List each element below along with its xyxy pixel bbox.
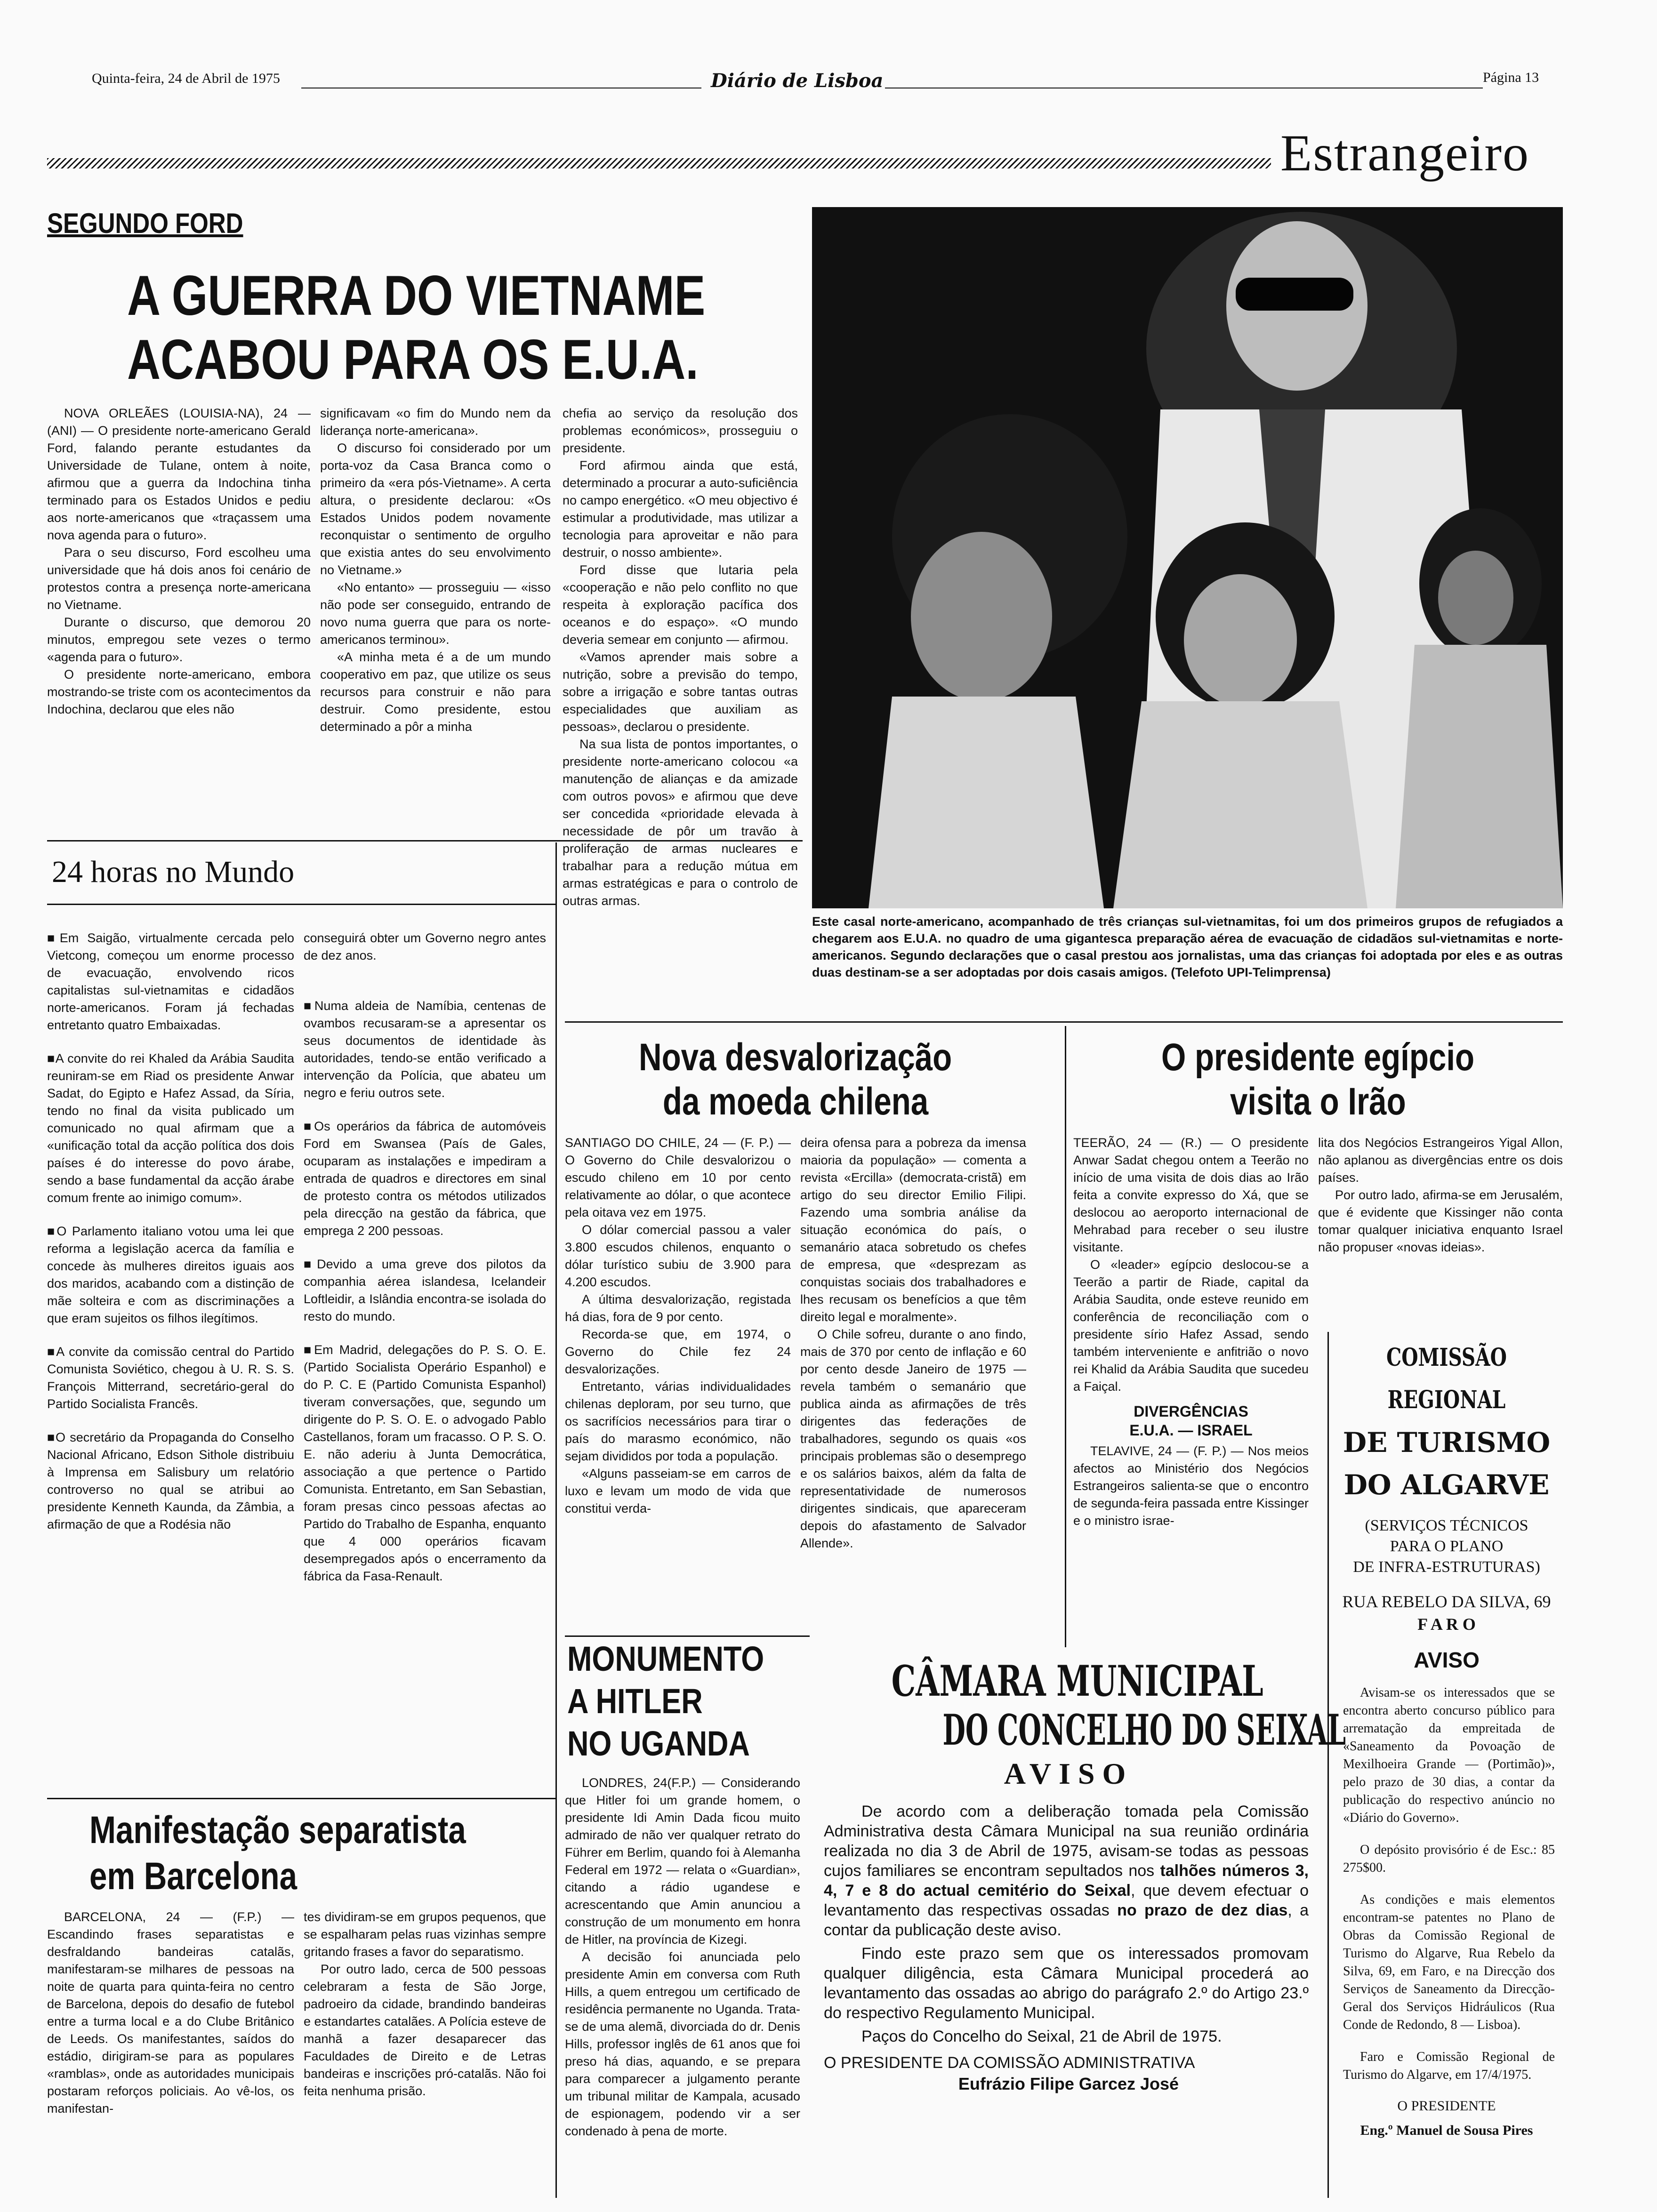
algarve-paragraph: O depósito provisório é de Esc.: 85 275$00. [1343,1843,1555,1875]
chile-paragraph: SANTIAGO DO CHILE, 24 — (F. P.) — O Governo do Chile desvalorizou o escudo chileno em 10 por cento relativamente ao dólar, o que acontece pela oitava vez em 1975. [565,1136,791,1219]
page-date: Quinta-feira, 24 de Abril de 1975 [92,71,280,86]
section-title: Estrangeiro [1280,124,1530,182]
seixal-title-line1: CÂMARA MUNICIPAL [891,1656,1263,1706]
photo-figures [812,207,1563,908]
brief-item: ■ Os operários da fábrica de automóveis Ford em Swansea (País de Gales, ocuparam as instalações e impediram a entrada de quadros e directores em sinal de protesto contra os métodos utilizados pela direcção na gestão da fábrica, que emprega 2 200 pessoas. [304,1118,546,1240]
seixal-notice: AVISO [1004,1757,1134,1790]
hitler-headline [567,1638,764,1765]
seixal-paragraph-1 [824,1802,1309,1940]
barcelona-column-1 [47,1908,294,2117]
lead-paragraph: Ford disse que lutaria pela «cooperação e não pelo conflito no que respeita à exploração pacífica dos oceanos e do espaço». «O mundo deveria semear em conjunto — afirmou. [563,563,798,647]
hitler-paragraph: LONDRES, 24(F.P.) — Considerando que Hitler foi um grande homem, o presidente Idi Amin Dada ficou muito admirado de não ver qualquer retrato do Führer em Berlim, quando foi à Alemanha Federal em 1972 — relata o «Guardian», citando a rádio ugandese e acrescentando que Amin anunciou a construção de um monumento em honra de Hitler, na província de Kizegi. [565,1776,800,1947]
barcelona-paragraph: tes dividiram-se em grupos pequenos, que se espalharam pelas ruas vizinhas sempre gritando frases a favor do separatismo. [304,1910,546,1959]
lead-headline [127,264,705,392]
egypt-paragraph: lita dos Negócios Estrangeiros Yigal Allon, não aplanou as divergências entre os dois países. [1318,1136,1563,1185]
lead-paragraph: significavam «o fim do Mundo nem da liderança norte-americana». [320,406,551,438]
hitler-headline-line3: NO UGANDA [567,1724,750,1763]
rule-under-lead [47,840,803,842]
rule-above-barcelona [47,1798,555,1799]
newspaper-name: Diário de Lisboa [711,70,884,92]
algarve-subtitle-line2: PARA O PLANO [1390,1538,1504,1555]
algarve-ad [1327,1332,1564,2198]
lead-column-1 [47,405,311,718]
algarve-subtitle-line3: DE INFRA-ESTRUTURAS) [1353,1558,1540,1576]
brief-item: ■ O secretário da Propaganda do Conselho Nacional Africano, Edson Sithole distribuiu à Imprensa em Salisbury um relatório controverso no qual se atribui ao presidente Kenneth Kaunda, da Zâmbia, a afirmação de que a Rodésia não [47,1429,294,1533]
briefs-title: 24 horas no Mundo [52,855,295,889]
brief-item: ■ A convite do rei Khaled da Arábia Saudita reuniram-se em Riad os presidente Anwar Sadat, do Egipto e Hafez Assad, da Síria, tendo no final da visita publicado um comunicado no qual afirmam que a «unificação total da acção política dos dois países é do interesse do povo árabe, sendo a base fundamental da acção árabe comum frente ao inimigo comum». [47,1050,294,1207]
seixal-ad [819,1656,1346,2198]
egypt-subhead [1073,1402,1309,1440]
barcelona-headline [89,1807,466,1899]
brief-item: ■ Em Saigão, virtualmente cercada pelo Vietcong, começou um enorme processo de evacuação, envolvendo ricos capitalistas sul-vietnamitas e cidadãos norte-americanos. Foram já fechadas entretanto quatro Embaixadas. [47,930,294,1034]
lead-paragraph: Na sua lista de pontos importantes, o presidente norte-americano colocou «a manutenção de alianças e da amizade com outros povos» e afirmou que deve ser concedida «prioridade elevada à necessidade de pôr um travão à proliferação de armas nucleares e trabalhar para a redução mútua em armas estratégicas e para o controlo de outras armas. [563,737,798,908]
brief-item: ■ Numa aldeia de Namíbia, centenas de ovambos recusaram-se a apresentar os seus documentos de identidade às autoridades, tendo-se então verificado a intervenção da Polícia, que abateu um negro e feriu outros sete. [304,997,546,1102]
chile-headline [565,1035,1026,1124]
egypt-headline-line2: visita o Irão [1230,1080,1406,1123]
rule-under-briefs-title [47,904,555,905]
seixal-signature: Eufrázio Filipe Garcez José [958,2074,1179,2093]
lead-headline-line2: ACABOU PARA OS E.U.A. [127,328,699,391]
egypt-column-2 [1318,1134,1563,1256]
barcelona-column-2 [304,1908,546,2100]
rule-above-hitler [565,1635,810,1637]
lead-headline-line1: A GUERRA DO VIETNAME [127,264,706,327]
seixal-text-bold: no prazo de dez dias [1117,1901,1288,1919]
egypt-subhead-line1: DIVERGÊNCIAS [1134,1403,1248,1420]
chile-paragraph: Entretanto, várias individualidades chilenas deploram, por seu turno, que os sacrifícios necessários para tirar o país do marasmo económico, não sejam divididos por toda a população. [565,1379,791,1463]
news-photo [812,207,1563,908]
algarve-signoff: O PRESIDENTE [1397,2098,1496,2114]
rule-under-caption [565,1021,1563,1023]
algarve-title-line2: DE TURISMO [1343,1427,1551,1459]
egypt-subhead-line2: E.U.A. — ISRAEL [1129,1422,1253,1439]
lead-paragraph: Ford afirmou ainda que está, determinado a procurar a auto-suficiência no campo energético. «O meu objectivo é estimular a produtividade, mas utilizar a tecnologia para aproveitar e não para destruir, o nosso ambiente». [563,458,798,560]
seixal-body [824,1802,1309,2046]
seixal-text: , que devem efectuar o levantamento das respectivas ossadas [824,1882,1309,1919]
chile-column-2 [800,1134,1026,1552]
brief-continuation: conseguirá obter um Governo negro antes de dez anos. [304,931,546,962]
hitler-paragraph: A decisão foi anunciada pelo presidente Amin em conversa com Ruth Hills, a quem entregou um certificado de residência permanente no Uganda. Trata-se de uma alemã, divorciada do dr. Denis Hills, professor inglês de 61 anos que foi preso há dias, aquando, e se prepara para comparecer a julgamento perante um tribunal militar de Kampala, acusado de espionagem, podendo vir a ser condenado à pena de morte. [565,1950,800,2138]
algarve-city: F A R O [1417,1615,1476,1634]
egypt-paragraph: TELAVIVE, 24 — (F. P.) — Nos meios afectos ao Ministério dos Negócios Estrangeiros salienta-se que o encontro de segunda-feira passada entre Kissinger e o ministro israe- [1073,1444,1309,1528]
seixal-text: , a contar da publicação deste aviso. [824,1901,1309,1939]
seixal-title [819,1656,1346,1755]
seixal-text: De acordo com a deliberação tomada pela Comissão Administrativa desta Câmara Municipal na sua reunião ordinária realizada no dia 3 de Abril de 1975, avisam-se todas as pessoas cujos familiares se encontram sepultados nos [824,1803,1309,1880]
chile-paragraph: O dólar comercial passou a valer 3.800 escudos chilenos, enquanto o dólar turístico subiu de 3.900 para 4.200 escudos. [565,1223,791,1289]
briefs-column-2 [304,930,546,1601]
briefs-column-1 [47,930,294,1549]
lead-paragraph: NOVA ORLEÃES (LOUISIA-NA), 24 — (ANI) — O presidente norte-americano Gerald Ford, falando perante estudantes da Universidade de Tulane, ontem à noite, afirmou que a guerra da Indochina tinha terminado para os Estados Unidos e pediu aos norte-americanos que «traçassem uma nova agenda para o futuro». [47,406,311,542]
barcelona-paragraph: Por outro lado, cerca de 500 pessoas celebraram a festa de São Jorge, padroeiro da cidade, brandindo bandeiras e estandartes catalães. A Polícia esteve de manhã a fazer desaparecer das Faculdades de Direito e de Letras bandeiras e inscrições pró-catalãs. Não foi feita nenhuma prisão. [304,1962,546,2098]
lead-paragraph: «No entanto» — prosseguiu — «isso não pode ser conseguido, entrando de novo numa guerra que para os norte-americanos terminou». [320,580,551,647]
lead-kicker: SEGUNDO FORD [47,208,243,239]
brief-item: ■ O Parlamento italiano votou uma lei que reforma a legislação acerca da família e concede às mulheres direitos iguais aos dos maridos, acabando com a distinção de mãe solteira e com as discriminações a que eram sujeitos os filhos ilegítimos. [47,1223,294,1327]
algarve-paragraph: As condições e mais elementos encontram-se patentes no Plano de Obras da Comissão Regional de Turismo do Algarve, Rua Rebelo da Silva, 69, em Faro, e na Direcção dos Serviços de Saneamento da Direcção-Geral dos Serviços Hidráulicos (Rua Conde de Redondo, 8 — Lisboa). [1343,1892,1555,2032]
algarve-notice: AVISO [1414,1648,1480,1672]
hitler-headline-line1: MONUMENTO [567,1639,764,1678]
chile-paragraph: A última desvalorização, registada há dias, fora de 9 por cento. [565,1292,791,1324]
briefs-column-2-items [304,997,546,1585]
algarve-title-line1: COMISSÃO REGIONAL [1386,1343,1507,1414]
chile-column-1 [565,1134,791,1517]
seixal-signoff: O PRESIDENTE DA COMISSÃO ADMINISTRATIVA [824,2054,1195,2072]
lead-column-2 [320,405,551,736]
algarve-signature: Eng.º Manuel de Sousa Pires [1360,2123,1533,2138]
rule-vertical-briefs [555,842,557,2198]
brief-item: ■ Devido a uma greve dos pilotos da companhia aérea islandesa, Icelandeir Loftleidir, a Islândia encontra-se isolada do resto do mundo. [304,1256,546,1325]
seixal-title-line2: DO CONCELHO DO SEIXAL [942,1705,1346,1755]
lead-paragraph: «Vamos aprender mais sobre a nutrição, sobre a previsão do tempo, sobre a irrigação e sobre tantas outras especialidades que auxiliam as pessoas», declarou o presidente. [563,650,798,734]
barcelona-headline-line1: Manifestação separatista [89,1809,466,1851]
egypt-column-1 [1073,1134,1309,1530]
lead-paragraph: Para o seu discurso, Ford escolheu uma universidade que há dois anos foi cenário de protestos contra a presença norte-americana no Vietname. [47,545,311,612]
algarve-address: RUA REBELO DA SILVA, 69 [1342,1592,1551,1611]
hitler-headline-line2: A HITLER [567,1682,703,1721]
page-number: Página 13 [1483,70,1539,85]
algarve-title-line3: DO ALGARVE [1343,1469,1550,1501]
chile-headline-line2: da moeda chilena [662,1080,929,1123]
lead-paragraph: O presidente norte-americano, embora mostrando-se triste com os acontecimentos da Indochina, declarou que eles não [47,667,311,716]
algarve-paragraph: Avisam-se os interessados que se encontra aberto concurso público para arrematação da empreitada de «Saneamento da Povoação de Mexilhoeira Grande — (Portimão)», pelo prazo de 30 dias, a contar da publicação do respectivo anúncio no «Diário do Governo». [1343,1685,1555,1825]
lead-column-3 [563,405,798,910]
chile-paragraph: Recorda-se que, em 1974, o Governo do Chile fez 24 desvalorizações. [565,1327,791,1376]
brief-item: ■ Em Madrid, delegações do P. S. O. E. (Partido Socialista Operário Espanhol) e do P. C. E (Partido Comunista Espanhol) tiveram conversações, que, segundo um dirigente do P. S. O. E. o advogado Pablo Castellanos, foram um fracasso. O P. S. O. E. não aderiu à Junta Democrática, associação a que pertence o Partido Comunista. Entretanto, em San Sebastian, foram presas cinco pessoas afectas ao Partido do Trabalho de Espanha, enquanto que 4 000 operários ficavam desempregados após o encerramento da fábrica da Fasa-Renault. [304,1341,546,1585]
lead-paragraph: «A minha meta é a de um mundo cooperativo em paz, que utilize os seus recursos para construir e não para destruir. Como presidente, estou determinado a pôr a minha [320,650,551,734]
brief-item: ■ A convite da comissão central do Partido Comunista Soviético, chegou à U. R. S. S. François Mitterrand, secretário-geral do Partido Socialista Francês. [47,1343,294,1413]
barcelona-headline-line2: em Barcelona [89,1855,298,1898]
rule-vertical-chile-egypt [1065,1026,1066,1647]
algarve-subtitle-line1: (SERVIÇOS TÉCNICOS [1365,1517,1528,1534]
barcelona-paragraph: BARCELONA, 24 — (F.P.) — Escandindo frases separatistas e desfraldando bandeiras catalãs, manifestaram-se milhares de pessoas na noite de quarta para quinta-feira no centro de Barcelona, depois do desafio de futebol entre a turma local e a do Clube Britânico de Leeds. Os manifestantes, saídos do estádio, dirigiram-se para as populares «ramblas», onde as autoridades municipais postaram reforços policiais. Ao vê-los, os manifestan- [47,1910,294,2116]
lead-paragraph: Durante o discurso, que demorou 20 minutos, empregou sete vezes o termo «agenda para o futuro». [47,615,311,664]
egypt-headline-line1: O presidente egípcio [1161,1036,1475,1079]
chile-paragraph: deira ofensa para a pobreza da imensa maioria da população» — comenta a revista «Ercilla» (democrata-cristã) em artigo do seu director Emilio Filipi. Fazendo uma sombria análise da situação económica do país, o semanário ataca sobretudo os chefes de empresa, que «desprezam as conquistas sociais dos trabalhadores e lhes recusam os benefícios a que têm direito legal e moralmente». [800,1136,1026,1324]
lead-paragraph: O discurso foi considerado por um porta-voz da Casa Branca como o primeiro da «era pós-Vietname». A certa altura, o presidente declarou: «Os Estados Unidos podem novamente reconquistar o sentimento de orgulho que existia antes do seu envolvimento no Vietname.» [320,441,551,577]
egypt-paragraph: Por outro lado, afirma-se em Jerusalém, que é evidente que Kissinger não conta tomar qualquer iniciativa enquanto Israel não propuser «novas ideias». [1318,1188,1563,1254]
photo-caption: Este casal norte-americano, acompanhado de três crianças sul-vietnamitas, foi um dos primeiros grupos de refugiados a chegarem aos E.U.A. no quadro de uma gigantesca preparação aérea de evacuação de cidadãos sul-vietnamitas e norte-americanos. Segundo declarações que o casal prestou aos jornalistas, uma das crianças foi adoptada por eles e as outras duas destinam-se a ser adoptadas por dois casais amigos. (Telefoto UPI-Telimprensa) [812,914,1563,979]
section-hatch-bar [47,158,1271,168]
seixal-paragraph-3: Paços do Concelho do Seixal, 21 de Abril de 1975. [861,2028,1222,2045]
algarve-subtitle [1329,1515,1564,1578]
seixal-text-bold: talhões números 3, 4, 7 e 8 do actual cemitério do Seixal [824,1862,1309,1899]
chile-paragraph: O Chile sofreu, durante o ano findo, mais de 370 por cento de inflação e 60 por cento desde Janeiro de 1975 — revela também o semanário que publica ainda as afirmações de três dirigentes das federações de trabalhadores, segundo os quais «os principais problemas são o desemprego e os salários baixos, além da falta de representatividade de numerosos dirigentes sindicais, que apareceram depois do afastamento de Salvador Allende». [800,1327,1026,1550]
algarve-paragraph: Faro e Comissão Regional de Turismo do Algarve, em 17/4/1975. [1343,2050,1555,2082]
chile-paragraph: «Alguns passeiam-se em carros de luxo e levam um modo de vida que constitui verda- [565,1467,791,1515]
algarve-body [1343,1684,1555,2084]
hitler-column [565,1774,800,2140]
egypt-paragraph: TEERÃO, 24 — (R.) — O presidente Anwar Sadat chegou ontem a Teerão no início de uma visita de dois dias ao Irão feita a convite expresso do Xá, que se deslocou ao aeroporto internacional de Mehrabad para receber o seu ilustre visitante. [1073,1136,1309,1254]
chile-headline-line1: Nova desvalorização [639,1036,952,1079]
lead-paragraph: chefia ao serviço da resolução dos problemas económicos», prosseguiu o presidente. [563,406,798,455]
seixal-paragraph-2: Findo este prazo sem que os interessados promovam qualquer diligência, esta Câmara Municipal procederá ao levantamento das ossadas ao abrigo do parágrafo 2.º do Artigo 23.º do respectivo Regulamento Municipal. [824,1945,1309,2022]
egypt-headline [1073,1035,1563,1124]
egypt-paragraph: O «leader» egípcio deslocou-se a Teerão a partir de Riade, capital da Arábia Saudita, onde esteve reunido em conferência de reconciliação com o presidente sírio Hafez Assad, sendo também interveniente e anfitrião o novo rei Khalid da Arábia Saudita que sucedeu a Faiçal. [1073,1258,1309,1394]
algarve-title [1329,1337,1564,1506]
